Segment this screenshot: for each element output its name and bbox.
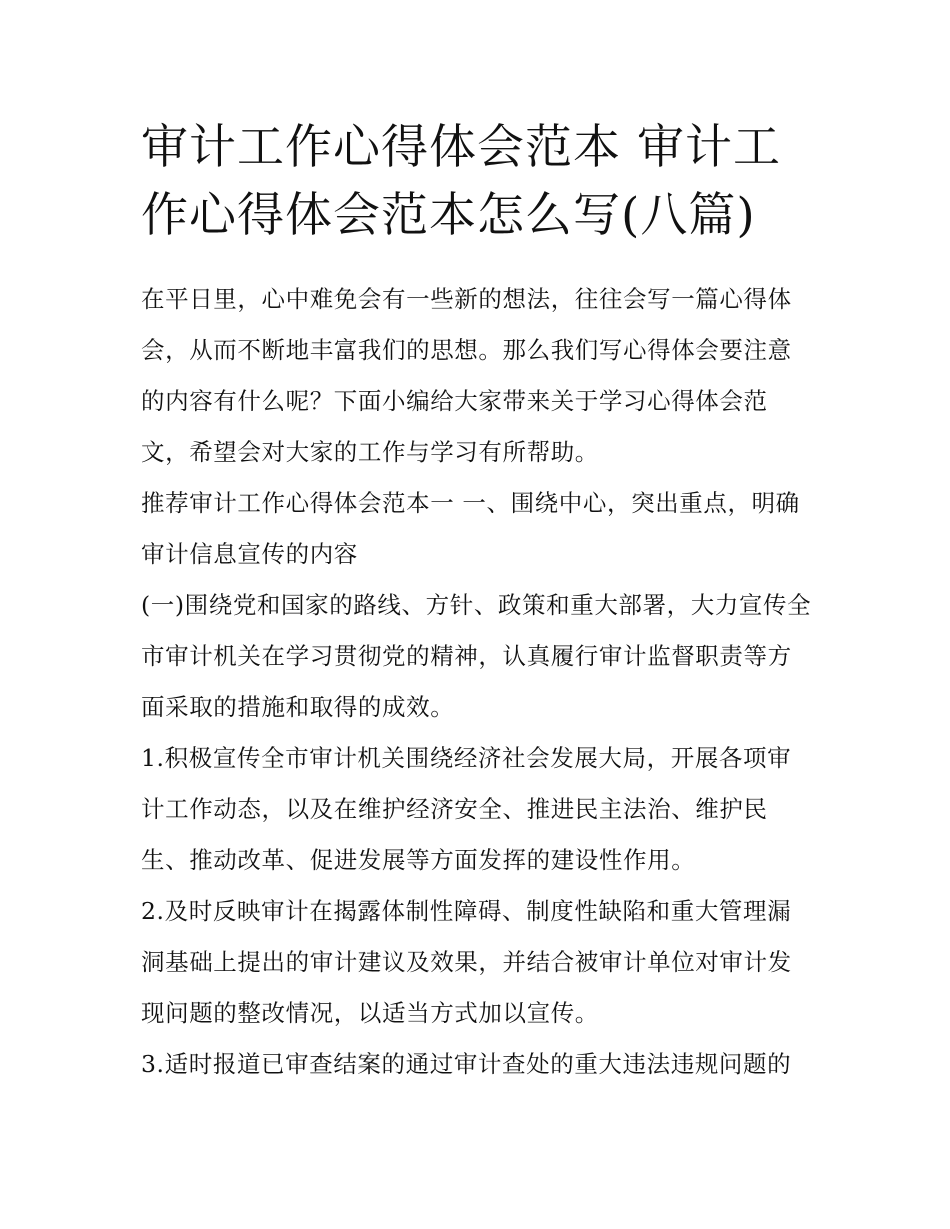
intro-paragraph: 在平日里，心中难免会有一些新的想法，往往会写一篇心得体会，从而不断地丰富我们的思想。那么我们写心得体会要注意的内容有什么呢？下面小编给大家带来关于学习心得体会范文，希望会对大家的工作与学习有所帮助。 bbox=[141, 285, 792, 466]
document-title: 审计工作心得体会范本 审计工作心得体会范本怎么写(八篇) bbox=[141, 120, 781, 243]
subsection-one-paragraph: (一)围绕党和国家的路线、方针、政策和重大部署，大力宣传全市审计机关在学习贯彻党的精神，认真履行审计监督职责等方面采取的措施和取得的成效。 bbox=[141, 591, 812, 721]
document-body bbox=[141, 114, 813, 1090]
section-heading-paragraph: 推荐审计工作心得体会范本一 一、围绕中心，突出重点，明确审计信息宣传的内容 bbox=[141, 489, 800, 568]
item-2-paragraph: 2.及时反映审计在揭露体制性障碍、制度性缺陷和重大管理漏洞基础上提出的审计建议及效果，并结合被审计单位对审计发现问题的整改情况，以适当方式加以宣传。 bbox=[141, 897, 792, 1027]
item-1-paragraph: 1.积极宣传全市审计机关围绕经济社会发展大局，开展各项审计工作动态，以及在维护经济安全、推进民主法治、维护民生、推动改革、促进发展等方面发挥的建设性作用。 bbox=[141, 744, 792, 874]
item-3-paragraph: 3.适时报道已审查结案的通过审计查处的重大违法违规问题的 bbox=[141, 1050, 792, 1078]
